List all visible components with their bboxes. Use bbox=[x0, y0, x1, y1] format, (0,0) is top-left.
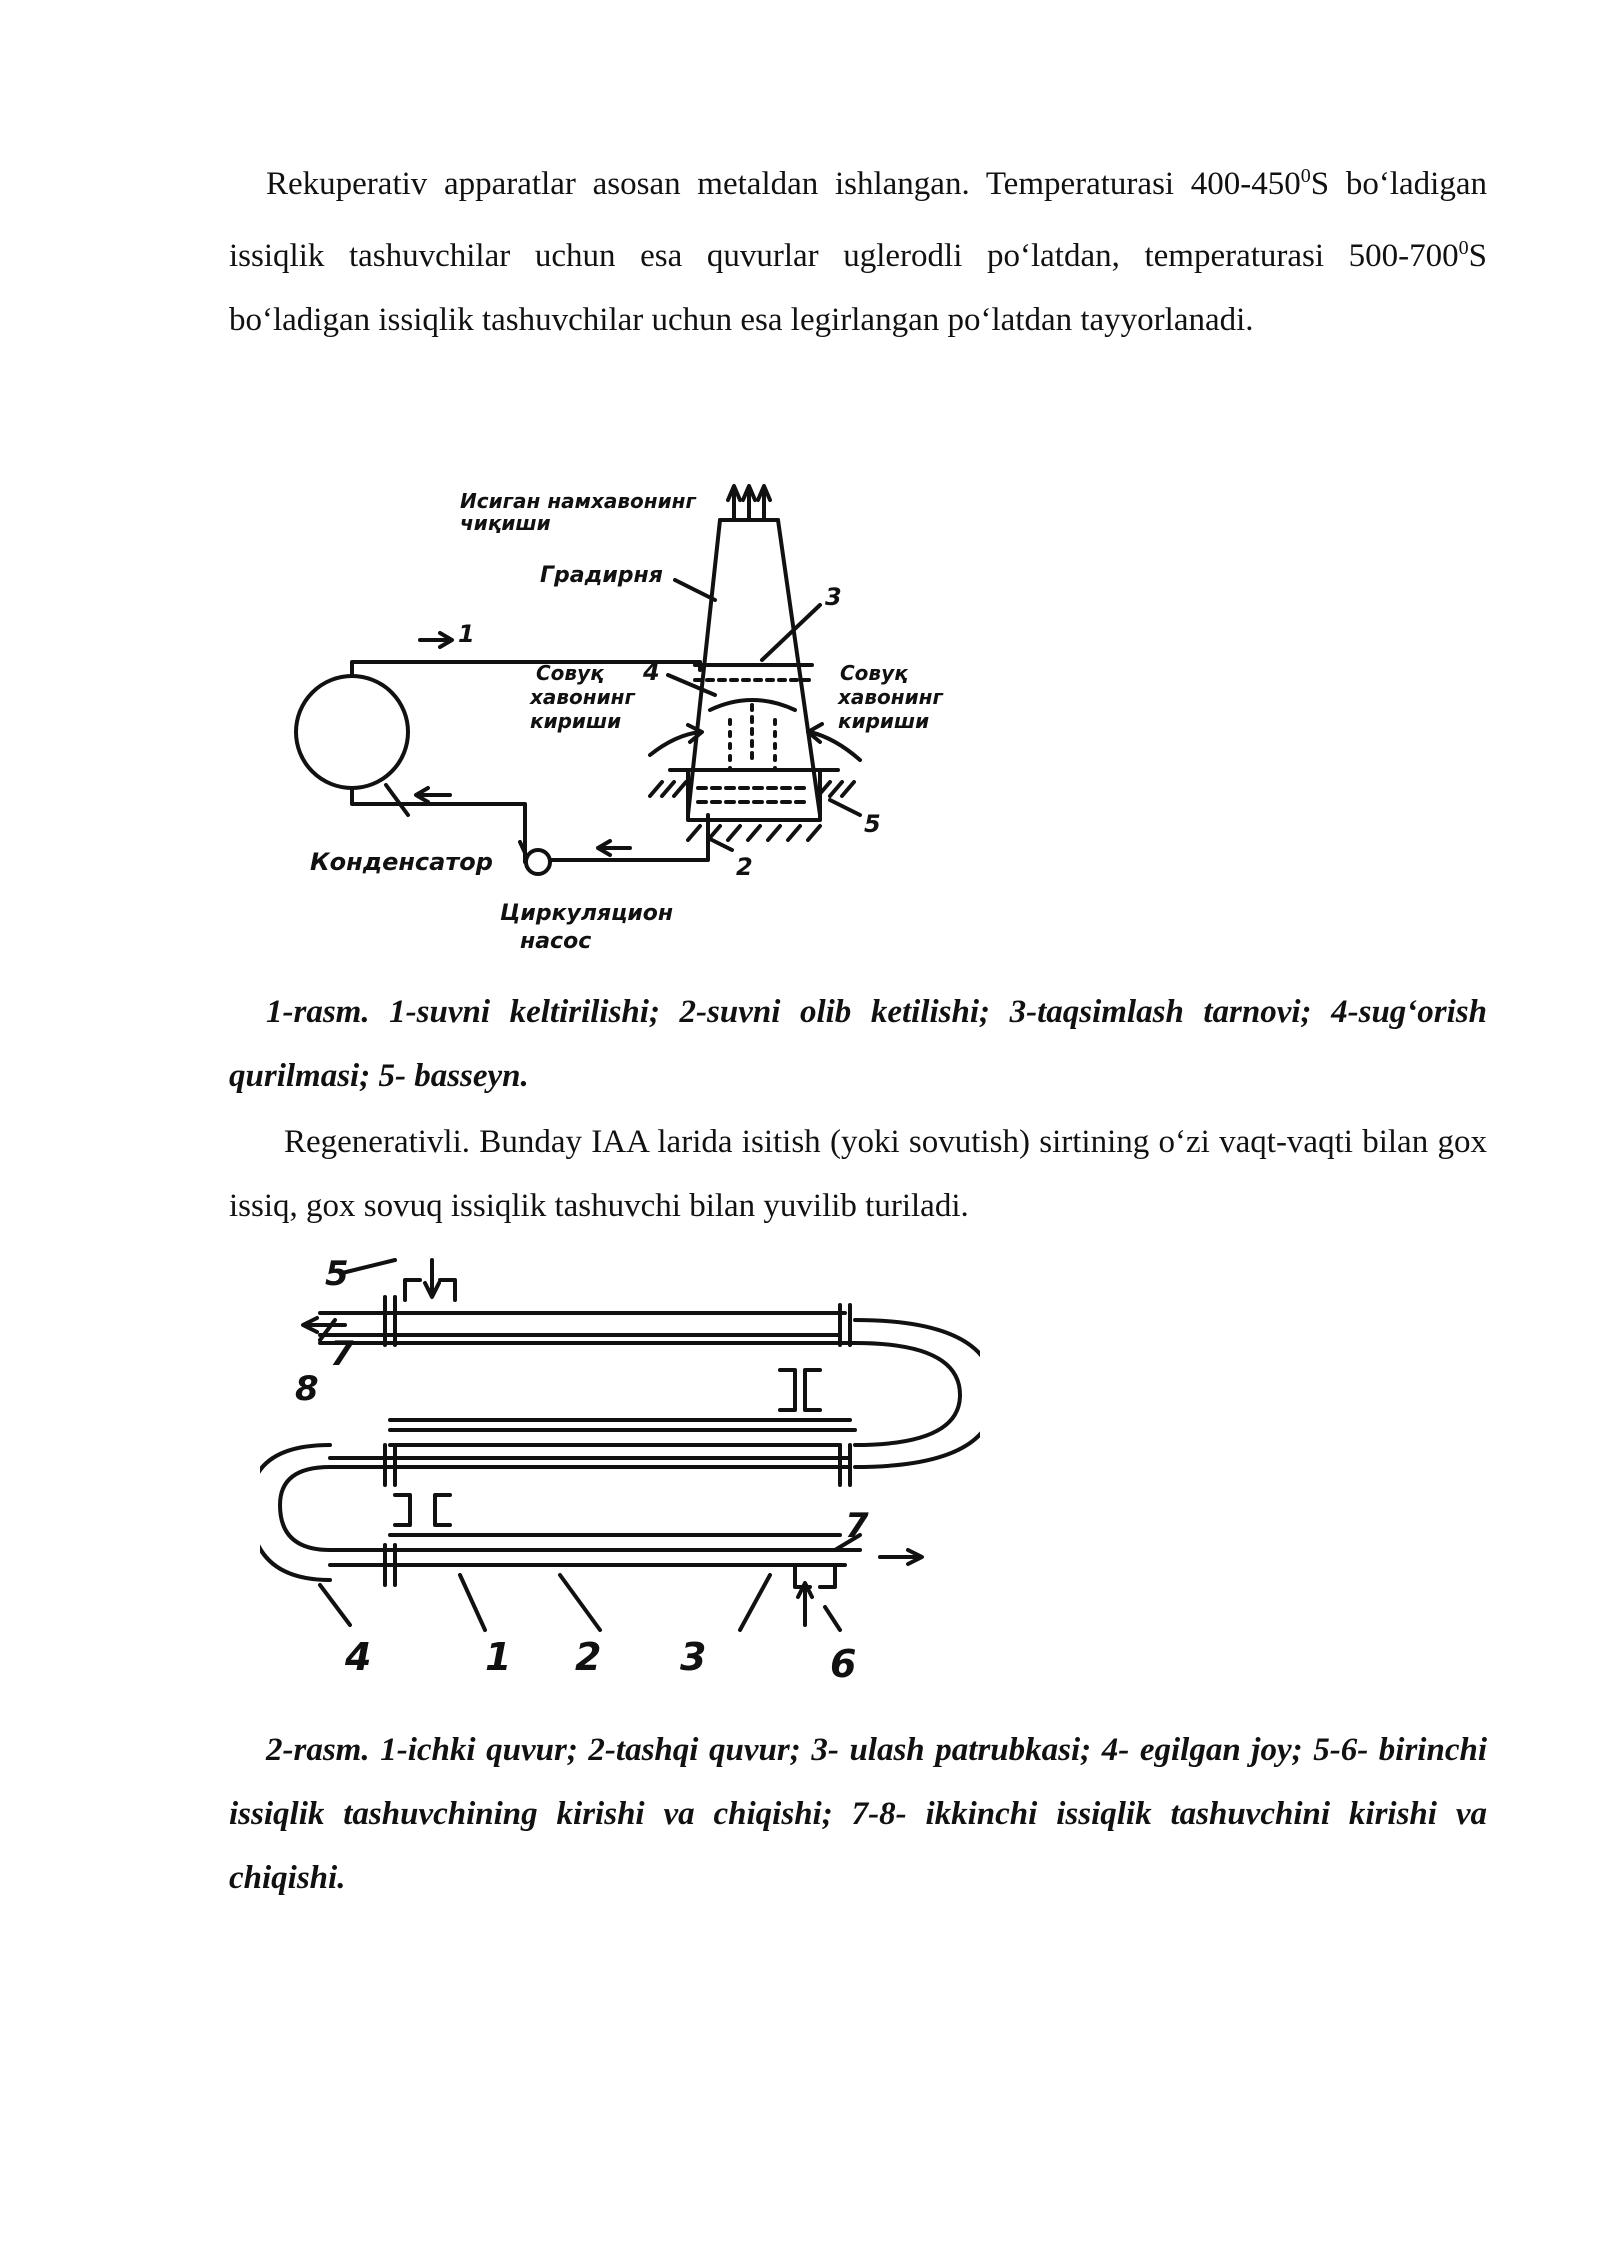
label-air-left-1: Совуқ bbox=[536, 661, 604, 685]
label-tower: Градирня bbox=[540, 563, 663, 588]
label-pump-line1: Циркуляцион bbox=[500, 901, 674, 926]
label-air-left-2: хавонинг bbox=[530, 685, 635, 709]
label-3: 3 bbox=[825, 583, 842, 611]
figure1-caption bbox=[229, 980, 1487, 1108]
label-air-right-1: Совуқ bbox=[840, 661, 908, 685]
fig2-label-4: 4 bbox=[345, 1635, 372, 1679]
paragraph-text: Rekuperativ apparatlar asosan metaldan ishlangan. Temperaturasi 400-450 bbox=[266, 166, 1301, 202]
label-1: 1 bbox=[458, 620, 475, 648]
label-exhaust-line1: Исиган намхавонинг bbox=[460, 489, 696, 513]
label-2: 2 bbox=[736, 853, 753, 881]
figure2-caption bbox=[229, 1718, 1487, 1910]
label-4: 4 bbox=[643, 658, 660, 686]
fig2-label-6: 6 bbox=[830, 1642, 857, 1686]
fig2-label-1: 1 bbox=[485, 1635, 512, 1679]
condenser-icon bbox=[296, 676, 408, 788]
label-air-left-3: кириши bbox=[530, 709, 622, 733]
caption-text: 2-rasm. 1-ichki quvur; 2-tashqi quvur; 3- ulash patrubkasi; 4- egilgan joy; 5-6- birinchi issiqlik tashuvchining kirishi va chiqishi; 7-8- ikkinchi issiqlik tashuvchini kirishi va chiqishi. bbox=[229, 1732, 1487, 1896]
caption-text: 1-rasm. 1-suvni keltirilishi; 2-suvni olib ketilishi; 3-taqsimlash tarnovi; 4-sug‘orish qurilmasi; 5- basseyn. bbox=[229, 994, 1487, 1094]
fig2-label-8: 8 bbox=[295, 1369, 319, 1409]
figure-double-pipe-exchanger bbox=[260, 1245, 980, 1690]
label-air-right-3: кириши bbox=[838, 709, 930, 733]
superscript: 0 bbox=[1300, 165, 1311, 187]
label-pump-line2: насос bbox=[520, 929, 592, 954]
label-5: 5 bbox=[864, 810, 881, 838]
superscript: 0 bbox=[1458, 237, 1469, 259]
label-air-right-2: хавонинг bbox=[838, 685, 943, 709]
pump-icon bbox=[526, 850, 550, 874]
paragraph-recuperative bbox=[229, 144, 1487, 352]
fig2-label-2: 2 bbox=[575, 1635, 602, 1679]
label-condenser: Конденсатор bbox=[310, 848, 493, 876]
paragraph-text: S bo‘ladigan issiqlik tashuvchilar uchun esa legirlangan po‘latdan tayyorlanadi. bbox=[229, 238, 1487, 338]
figure-cooling-tower bbox=[290, 470, 970, 975]
paragraph-text: S bo‘ladigan issiqlik tashuvchilar uchun esa quvurlar uglerodli po‘latdan, temperaturasi 500-700 bbox=[229, 166, 1487, 274]
paragraph-text: Regenerativli. Bunday IAA larida isitish (yoki sovutish) sirtining o‘zi vaqt-vaqti bilan gox issiq, gox sovuq issiqlik tashuvchi bilan yuvilib turiladi. bbox=[229, 1124, 1487, 1224]
fig2-label-7a: 7 bbox=[330, 1334, 354, 1374]
paragraph-regenerative bbox=[229, 1110, 1487, 1238]
fig2-label-5: 5 bbox=[325, 1254, 349, 1294]
fig2-label-7b: 7 bbox=[845, 1506, 869, 1546]
label-exhaust-line2: чиқиши bbox=[460, 511, 551, 535]
fig2-label-3: 3 bbox=[680, 1635, 707, 1679]
